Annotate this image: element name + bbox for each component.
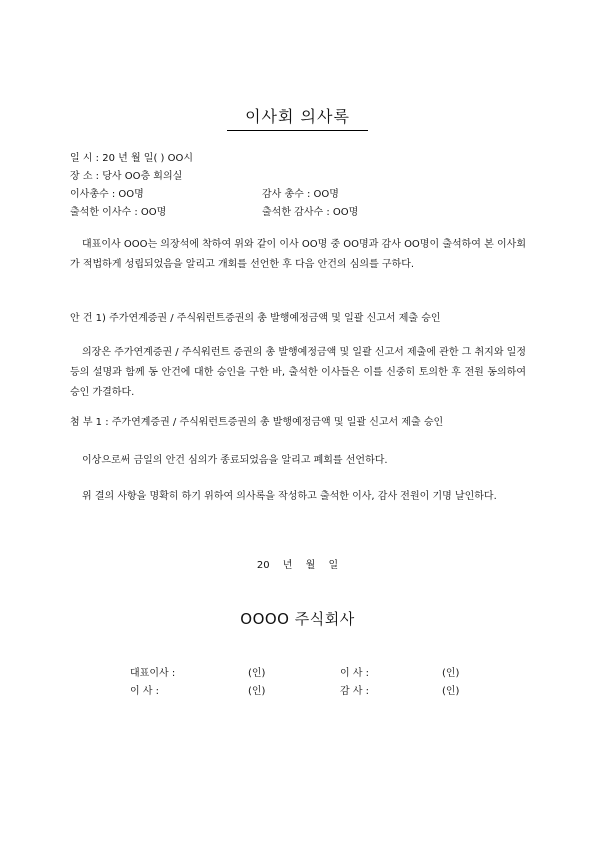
proof-paragraph: 위 결의 사항을 명확히 하기 위하여 의사록을 작성하고 출석한 이사, 감사 전원이 기명 날인하다. [82, 491, 497, 502]
signature-block [120, 665, 500, 701]
agenda-item: 안 건 1) 주가연계증권 / 주식워런트증권의 총 발행예정금액 및 일괄 신고서 제출 승인 [70, 313, 441, 324]
closing-paragraph: 이상으로써 금일의 안건 심의가 종료되었음을 알리고 폐회를 선언하다. [82, 455, 388, 466]
seal-mark-left: (인) [248, 686, 266, 697]
auditors-total: 감사 총수 : OO명 [262, 189, 339, 200]
attachment-line: 첨 부 1 : 주가연계증권 / 주식워런트증권의 총 발행예정금액 및 일괄 신고서 제출 승인 [70, 417, 444, 428]
signer-role-left: 이 사 : [130, 686, 160, 697]
company-name: OOOO 주식회사 [240, 610, 355, 628]
title-area [0, 104, 595, 131]
signer-role-left: 대표이사 : [130, 668, 176, 679]
meeting-datetime: 일 시 : 20 년 월 일( ) OO시 [70, 153, 194, 164]
discussion-paragraph: 의장은 주가연계증권 / 주식워런트 증권의 총 발행예정금액 및 일괄 신고서 제출에 관한 그 취지와 일정 등의 설명과 함께 동 안건에 대한 승인을 구한 바, 출석한 이사들은 이를 신중히 토의한 후 전원 동의하여 승인 가결하다. [70, 347, 526, 398]
signer-role-right: 이 사 : [340, 668, 370, 679]
meeting-info [70, 150, 540, 222]
directors-present: 출석한 이사수 : OO명 [70, 207, 167, 218]
signing-date: 20 년 월 일 [256, 560, 339, 571]
directors-total: 이사총수 : OO명 [70, 189, 144, 200]
seal-mark-left: (인) [248, 668, 266, 679]
document-title: 이사회 의사록 [227, 104, 368, 131]
meeting-place: 장 소 : 당사 OO층 회의실 [70, 171, 183, 182]
auditors-present: 출석한 감사수 : OO명 [262, 207, 359, 218]
signature-row [120, 683, 500, 701]
seal-mark-right: (인) [442, 668, 460, 679]
intro-paragraph: 대표이사 OOO는 의장석에 착하여 위와 같이 이사 OO명 중 OO명과 감사 OO명이 출석하여 본 이사회가 적법하게 성립되었음을 알리고 개회를 선언한 후 다음 안건의 심의를 구하다. [70, 239, 526, 270]
signer-role-right: 감 사 : [340, 686, 370, 697]
signature-row [120, 665, 500, 683]
seal-mark-right: (인) [442, 686, 460, 697]
